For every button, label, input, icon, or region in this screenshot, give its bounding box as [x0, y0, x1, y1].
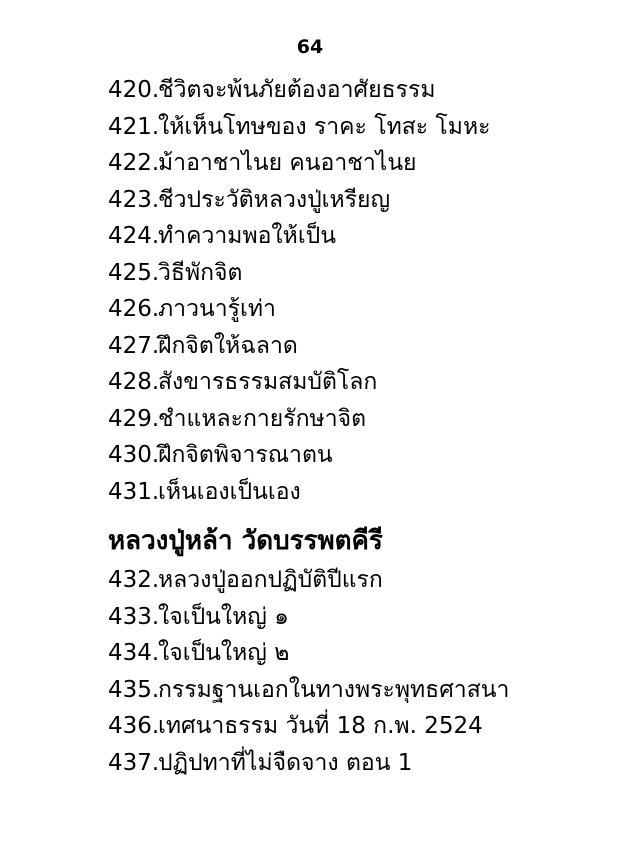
item-number: 431. — [108, 478, 160, 505]
list-item — [108, 672, 608, 709]
list-item — [108, 562, 608, 599]
contents-group-b — [108, 562, 608, 781]
list-item — [108, 364, 608, 401]
item-title: ชีวิตจะพ้นภัยต้องอาศัยธรรม — [158, 77, 436, 103]
item-number: 423. — [108, 186, 160, 213]
item-title: ชำแหละกายรักษาจิต — [158, 405, 367, 432]
item-title: กรรมฐานเอกในทางพระพุทธศาสนา — [158, 676, 510, 703]
item-title: ให้เห็นโทษของ ราคะ โทสะ โมหะ — [158, 113, 491, 140]
list-item — [108, 474, 608, 511]
item-number: 436. — [108, 713, 160, 739]
list-item — [108, 255, 608, 292]
item-number: 421. — [108, 113, 160, 140]
list-item — [108, 109, 608, 146]
item-number: 426. — [108, 296, 160, 322]
item-title: สังขารธรรมสมบัติโลก — [158, 369, 378, 395]
item-number: 430. — [108, 442, 160, 468]
item-title: ปฏิปทาที่ไม่จืดจาง ตอน 1 — [158, 749, 413, 776]
section-heading: หลวงปู่หล้า วัดบรรพตคีรี — [108, 526, 383, 556]
item-number: 420. — [108, 77, 160, 103]
item-number: 425. — [108, 259, 160, 286]
item-title: ทำความพอให้เป็น — [158, 223, 337, 249]
item-number: 422. — [108, 150, 160, 176]
item-number: 437. — [108, 749, 160, 776]
list-item — [108, 72, 608, 109]
list-item — [108, 328, 608, 365]
list-item — [108, 182, 608, 219]
item-title: วิธีพักจิต — [158, 259, 243, 286]
item-number: 434. — [108, 640, 160, 666]
page-number: 64 — [296, 36, 324, 58]
item-title: ชีวประวัติหลวงปู่เหรียญ — [158, 186, 391, 213]
item-title: ฝึกจิตพิจารณาตน — [158, 442, 333, 468]
item-number: 429. — [108, 405, 160, 432]
list-item — [108, 708, 608, 745]
contents-group-a — [108, 72, 608, 510]
item-title: ฝึกจิตให้ฉลาด — [158, 332, 298, 359]
item-title: ใจเป็นใหญ่ ๑ — [158, 603, 289, 630]
list-item — [108, 635, 608, 672]
item-number: 428. — [108, 369, 160, 395]
list-item — [108, 145, 608, 182]
item-number: 427. — [108, 332, 160, 359]
item-title: หลวงปู่ออกปฏิบัติปีแรก — [158, 567, 383, 593]
item-number: 432. — [108, 567, 160, 593]
list-item — [108, 218, 608, 255]
list-item — [108, 437, 608, 474]
item-title: ใจเป็นใหญ่ ๒ — [158, 640, 290, 666]
list-item — [108, 291, 608, 328]
item-number: 435. — [108, 676, 160, 703]
list-item — [108, 599, 608, 636]
item-title: ม้าอาชาไนย คนอาชาไนย — [158, 150, 417, 176]
item-title: เทศนาธรรม วันที่ 18 ก.พ. 2524 — [158, 713, 483, 739]
item-title: เห็นเองเป็นเอง — [158, 478, 301, 505]
list-item — [108, 745, 608, 782]
contents-list — [108, 72, 608, 781]
item-number: 424. — [108, 223, 160, 249]
item-number: 433. — [108, 603, 160, 630]
item-title: ภาวนารู้เท่า — [158, 296, 276, 322]
list-item — [108, 401, 608, 438]
